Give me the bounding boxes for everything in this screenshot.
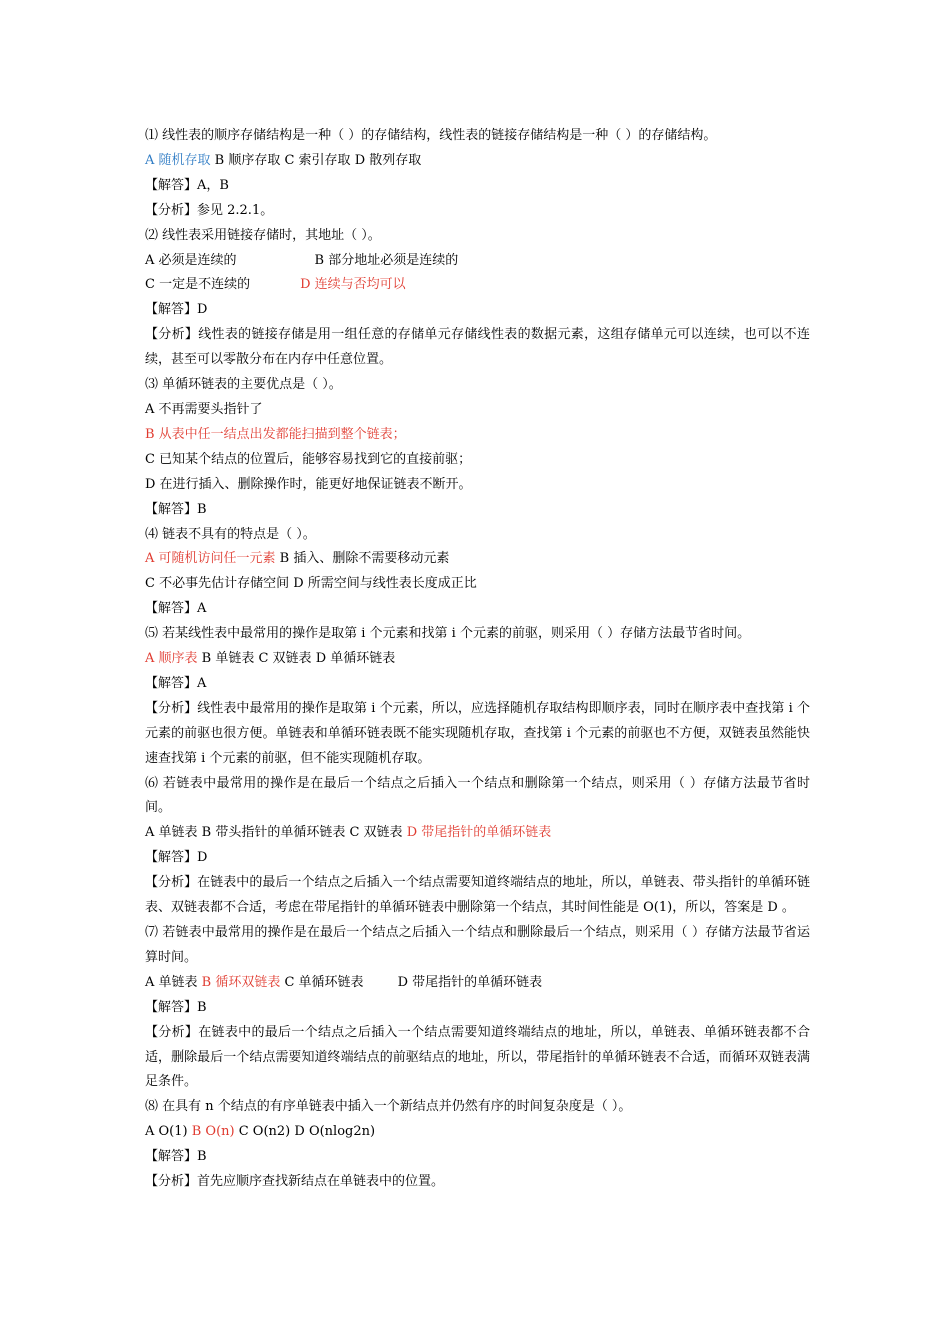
question-3-option-b-answer-highlight: B 从表中任一结点出发都能扫描到整个链表； bbox=[145, 426, 406, 442]
option-b-answer-highlight: B 循环双链表 bbox=[201, 974, 281, 990]
option-a-answer-highlight: A 可随机访问任一元素 bbox=[145, 551, 276, 567]
question-7-stem: ⑺ 若链表中最常用的操作是在最后一个结点之后插入一个结点和删除最后一个结点，则采用（ ）存储方法最节省运算时间。 bbox=[145, 925, 810, 965]
option-b: B 插入、删除不需要移动元素 bbox=[275, 551, 450, 567]
question-3-answer: 【解答】B bbox=[145, 501, 207, 517]
option-d-answer-highlight: D 连续与否均可以 bbox=[300, 277, 406, 293]
options-rest: B 顺序存取 C 索引存取 D 散列存取 bbox=[210, 152, 422, 168]
question-8-answer: 【解答】B bbox=[145, 1149, 207, 1165]
option-b-answer-highlight: B O(n) bbox=[191, 1124, 235, 1140]
option-d-answer-highlight: D 带尾指针的单循环链表 bbox=[406, 825, 552, 841]
question-8-analysis: 【分析】首先应顺序查找新结点在单链表中的位置。 bbox=[145, 1174, 445, 1190]
question-5-answer: 【解答】A bbox=[145, 675, 207, 691]
question-4-options-cd: C 不必事先估计存储空间 D 所需空间与线性表长度成正比 bbox=[145, 576, 477, 592]
question-1-stem: ⑴ 线性表的顺序存储结构是一种（ ）的存储结构，线性表的链接存储结构是一种（ ）的存储结构。 bbox=[145, 128, 717, 143]
options-rest: B 单链表 C 双链表 D 单循环链表 bbox=[197, 651, 396, 667]
options-abc: A 单链表 B 带头指针的单循环链表 C 双链表 bbox=[145, 825, 407, 841]
question-8-options bbox=[145, 1120, 810, 1145]
option-a-answer-highlight: A 顺序表 bbox=[145, 651, 198, 667]
question-3-stem: ⑶ 单循环链表的主要优点是（ ）。 bbox=[145, 377, 342, 393]
question-4-stem: ⑷ 链表不具有的特点是（ ）。 bbox=[145, 526, 316, 542]
document-page bbox=[145, 124, 810, 1195]
question-7-analysis: 【分析】在链表中的最后一个结点之后插入一个结点需要知道终端结点的地址，所以，单链表、单循环链表都不合适，删除最后一个结点需要知道终端结点的前驱结点的地址，所以，带尾指针的单循环链表不合适，而循环双链表满足条件。 bbox=[145, 1024, 810, 1090]
question-2-options-cd bbox=[145, 273, 810, 298]
question-1-analysis: 【分析】参见 2.2.1。 bbox=[145, 202, 274, 218]
question-1-answer: 【解答】A，B bbox=[145, 177, 229, 193]
question-5-stem: ⑸ 若某线性表中最常用的操作是取第 i 个元素和找第 i 个元素的前驱，则采用（ ）存储方法最节省时间。 bbox=[145, 626, 751, 642]
question-7-answer: 【解答】B bbox=[145, 999, 207, 1015]
question-3-option-c: C 已知某个结点的位置后，能够容易找到它的直接前驱； bbox=[145, 451, 472, 467]
option-a: A 必须是连续的 bbox=[145, 252, 237, 268]
question-3-option-d: D 在进行插入、删除操作时，能更好地保证链表不断开。 bbox=[145, 476, 472, 492]
question-5-options bbox=[145, 647, 810, 672]
option-c: C 一定是不连续的 bbox=[145, 277, 251, 293]
question-3-option-a: A 不再需要头指针了 bbox=[145, 401, 263, 417]
option-b: B 部分地址必须是连续的 bbox=[314, 252, 459, 268]
question-2-options-ab bbox=[145, 249, 810, 274]
question-6-stem: ⑹ 若链表中最常用的操作是在最后一个结点之后插入一个结点和删除第一个结点，则采用（ ）存储方法最节省时间。 bbox=[145, 775, 810, 816]
question-4-options-ab bbox=[145, 547, 810, 572]
question-5-analysis: 【分析】线性表中最常用的操作是取第 i 个元素，所以，应选择随机存取结构即顺序表，同时在顺序表中查找第 i 个元素的前驱也很方便。单链表和单循环链表既不能实现随机存取，查找第 i 个元素的前驱也不方便，双链表虽然能快速查找第 i 个元素的前驱，但不能实现随机存取。 bbox=[145, 700, 810, 766]
option-d: D 带尾指针的单循环链表 bbox=[397, 974, 543, 990]
question-6-answer: 【解答】D bbox=[145, 850, 208, 866]
question-6-options bbox=[145, 821, 810, 846]
option-c: C 单循环链表 bbox=[280, 974, 364, 990]
option-a-answer-highlight: A 随机存取 bbox=[145, 152, 211, 168]
question-6-analysis: 【分析】在链表中的最后一个结点之后插入一个结点需要知道终端结点的地址，所以，单链表、带头指针的单循环链表、双链表都不合适，考虑在带尾指针的单循环链表中删除第一个结点，其时间性能是 O(1)，所以，答案是 D 。 bbox=[145, 875, 810, 916]
question-1-options bbox=[145, 149, 810, 174]
question-7-options bbox=[145, 971, 810, 996]
question-2-stem: ⑵ 线性表采用链接存储时，其地址（ ）。 bbox=[145, 227, 381, 243]
question-4-answer: 【解答】A bbox=[145, 601, 207, 617]
option-a: A 单链表 bbox=[145, 974, 202, 990]
question-2-analysis: 【分析】线性表的链接存储是用一组任意的存储单元存储线性表的数据元素，这组存储单元可以连续，也可以不连续，甚至可以零散分布在内存中任意位置。 bbox=[145, 327, 810, 368]
question-8-stem: ⑻ 在具有 n 个结点的有序单链表中插入一个新结点并仍然有序的时间复杂度是（ ）。 bbox=[145, 1099, 632, 1115]
options-rest: C O(n2) D O(nlog2n) bbox=[234, 1124, 376, 1140]
question-2-answer: 【解答】D bbox=[145, 302, 208, 318]
option-a: A O(1) bbox=[145, 1124, 192, 1140]
